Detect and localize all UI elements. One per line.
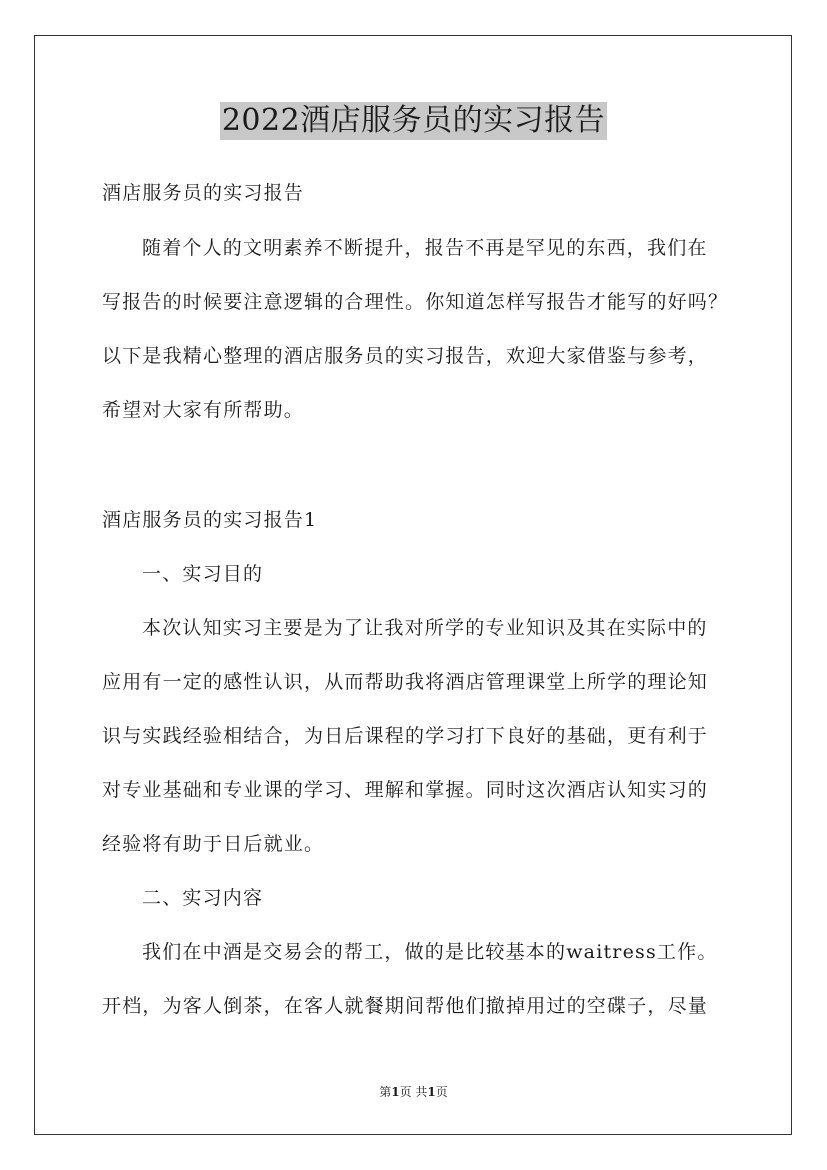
section-heading-content: 二、实习内容 <box>142 887 264 909</box>
document-title: 2022酒店服务员的实习报告 <box>221 103 606 138</box>
purpose-line-1: 本次认知实习主要是为了让我对所学的专业知识及其在实际中的 <box>142 617 708 639</box>
footer-page-suffix: 页 <box>435 1085 448 1099</box>
title-container <box>0 102 827 140</box>
purpose-line-3: 识与实践经验相结合，为日后课程的学习打下良好的基础，更有利于 <box>102 725 709 747</box>
footer-page-prefix: 第 <box>379 1085 392 1099</box>
content-line-1: 我们在中酒是交易会的帮工，做的是比较基本的waitress工作。 <box>142 941 718 963</box>
footer-page-mid: 页 共 <box>399 1085 428 1099</box>
report-heading: 酒店服务员的实习报告1 <box>102 509 318 531</box>
footer-page-number: 1 <box>391 1085 400 1099</box>
purpose-line-2: 应用有一定的感性认识，从而帮助我将酒店管理课堂上所学的理论知 <box>102 671 709 693</box>
intro-line-2: 写报告的时候要注意逻辑的合理性。你知道怎样写报告才能写的好吗？ <box>102 291 729 313</box>
purpose-line-5: 经验将有助于日后就业。 <box>102 833 325 855</box>
intro-line-3: 以下是我精心整理的酒店服务员的实习报告，欢迎大家借鉴与参考， <box>102 345 709 367</box>
intro-line-4: 希望对大家有所帮助。 <box>102 399 305 421</box>
document-subtitle: 酒店服务员的实习报告 <box>102 182 305 204</box>
section-heading-purpose: 一、实习目的 <box>142 563 264 585</box>
intro-line-1: 随着个人的文明素养不断提升，报告不再是罕见的东西，我们在 <box>142 237 708 259</box>
footer-page-total: 1 <box>427 1085 436 1099</box>
page-footer <box>0 1084 827 1100</box>
purpose-line-4: 对专业基础和专业课的学习、理解和掌握。同时这次酒店认知实习的 <box>102 779 709 801</box>
content-line-2: 开档，为客人倒茶，在客人就餐期间帮他们撤掉用过的空碟子，尽量 <box>102 995 709 1017</box>
